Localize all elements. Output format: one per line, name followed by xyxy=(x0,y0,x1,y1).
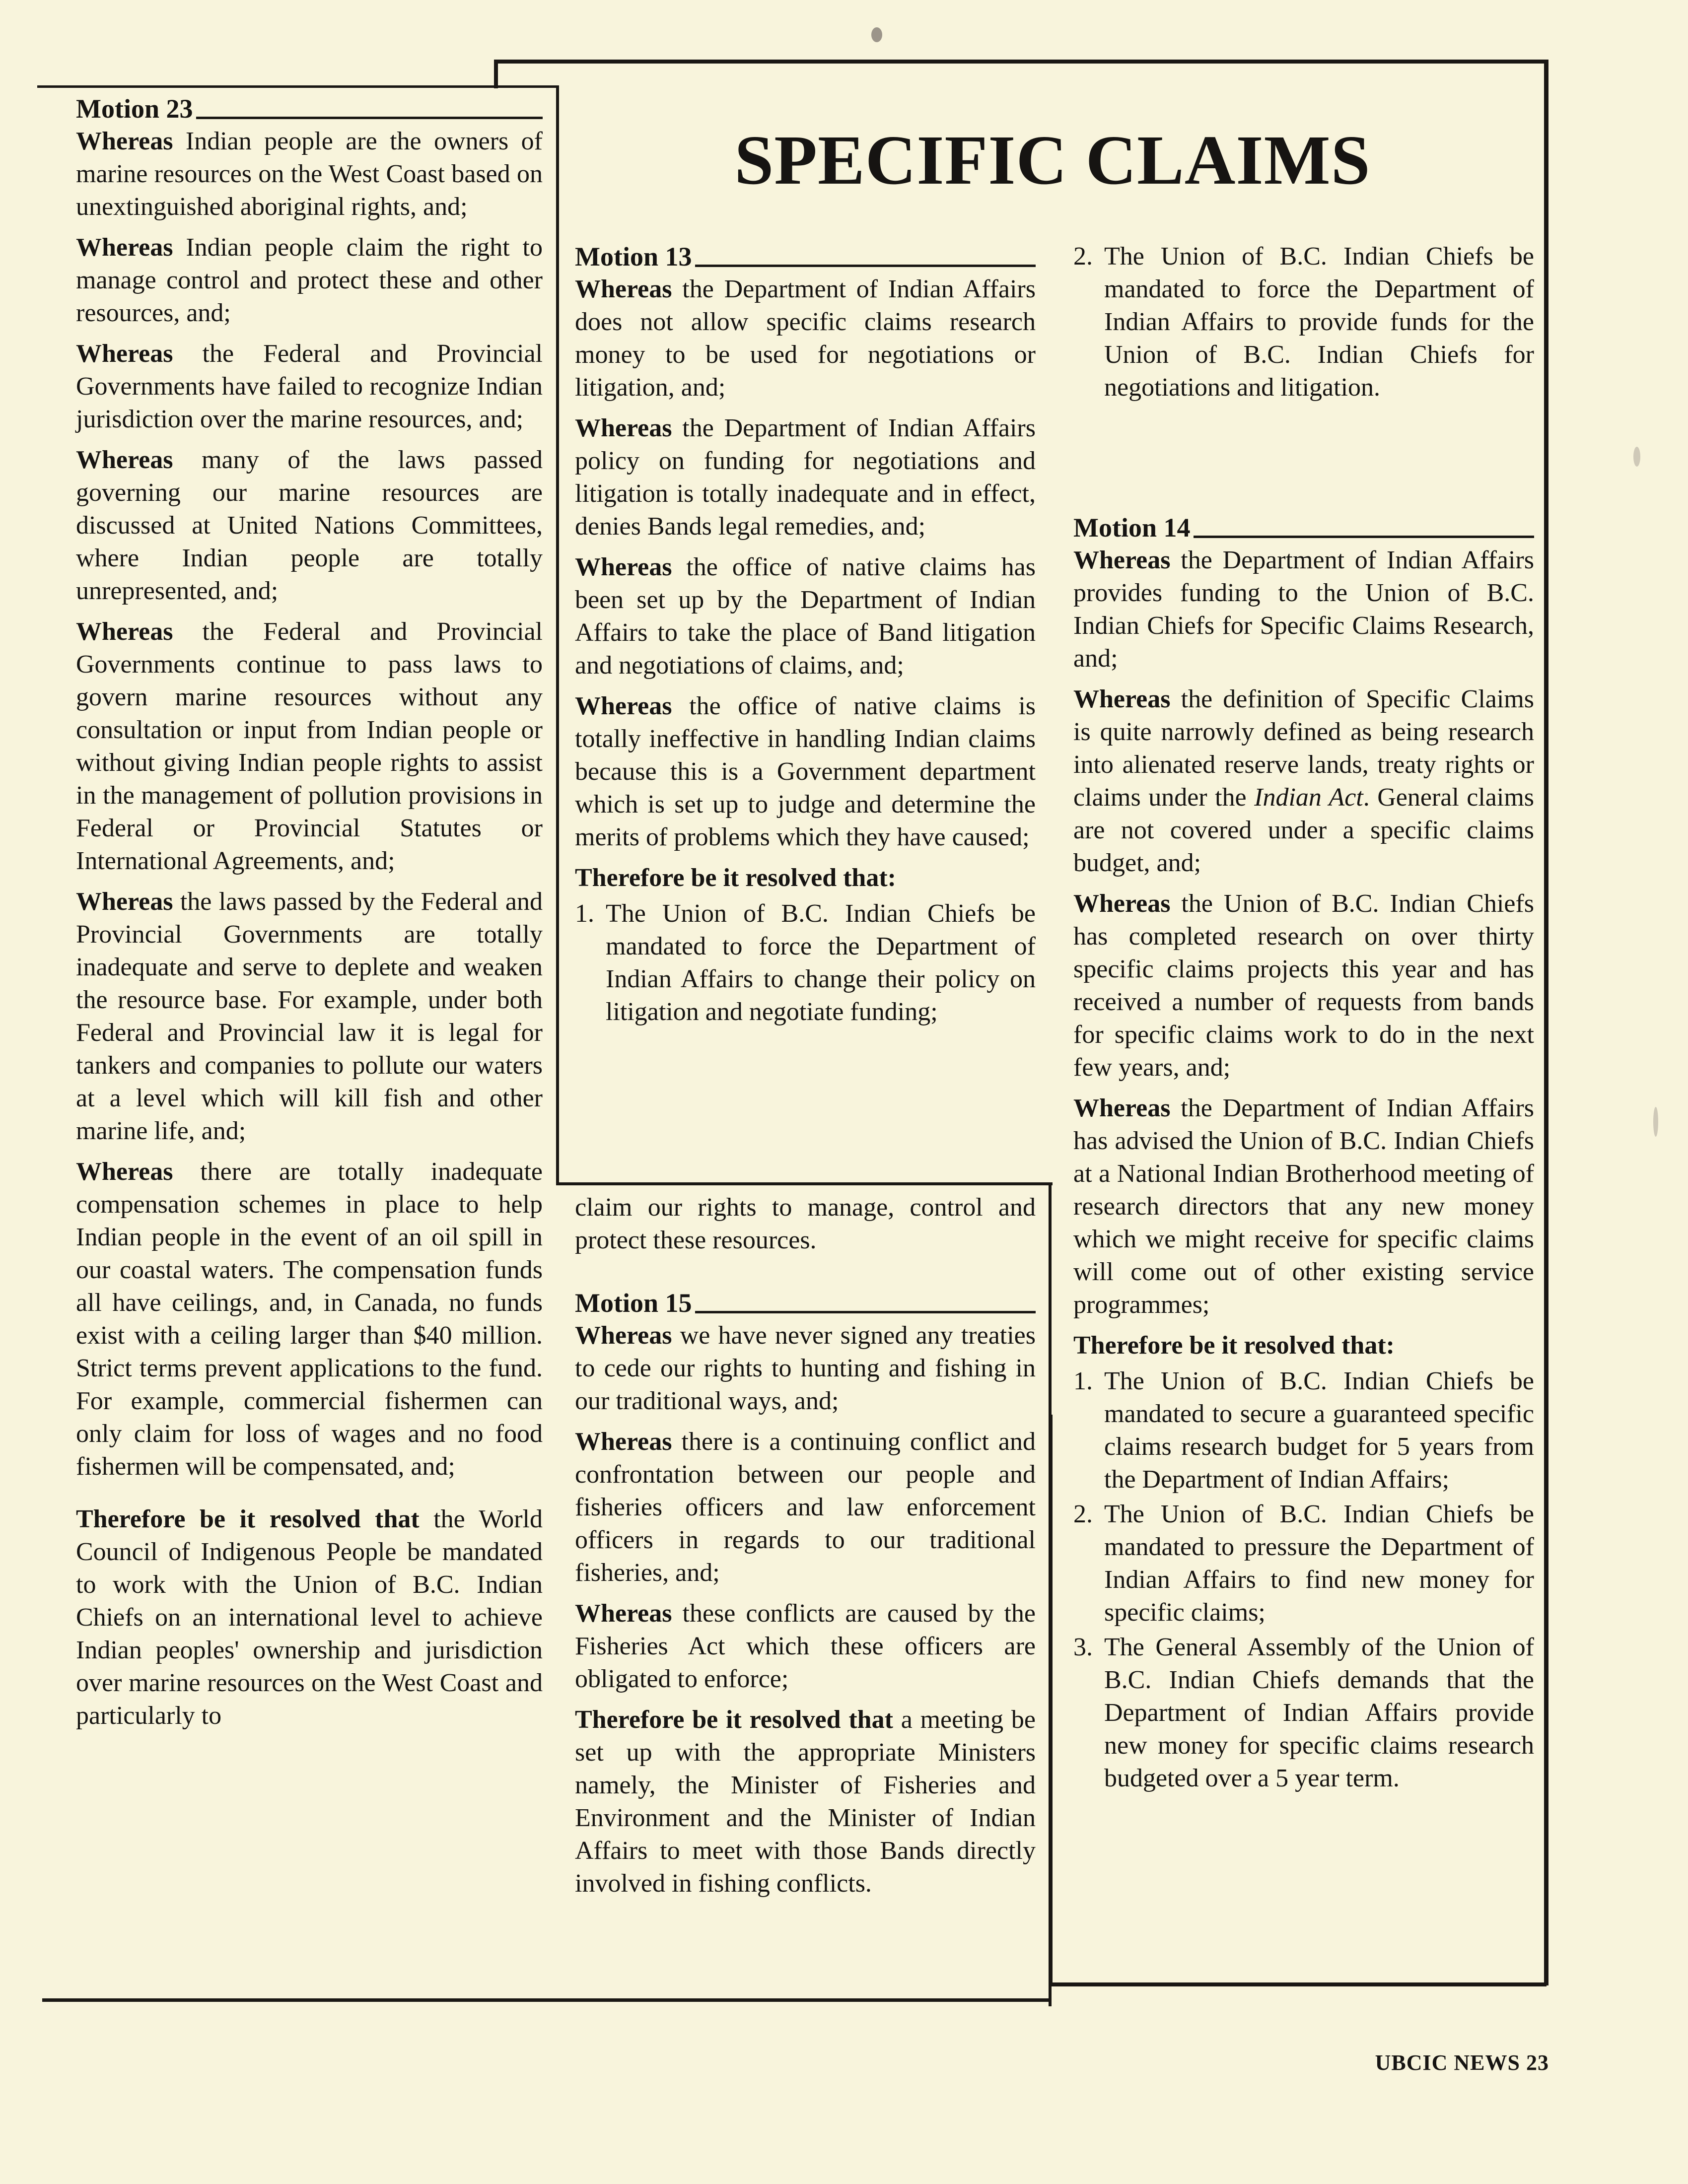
center-break-rule xyxy=(556,1182,1053,1185)
motion23-top-rule xyxy=(37,85,559,88)
motion15-whereas-2: Whereas there is a continuing conflict and confrontation between our people and fisheries officers and law enforcement officers in regards to our traditional fisheries, and; xyxy=(575,1428,1036,1587)
motion15-heading: Motion 15 xyxy=(575,1287,1036,1319)
motion13-whereas-1: Whereas the Department of Indian Affairs does not allow specific claims research money to be used for negotiations or litigation, and; xyxy=(575,275,1036,402)
motion14-column xyxy=(1073,511,1534,1976)
scan-speck xyxy=(1653,1107,1658,1137)
box-top-rule xyxy=(494,60,1547,64)
motion23-right-rule xyxy=(556,85,559,1182)
motion15-column xyxy=(575,1191,1036,1990)
motion13-resolution-2: 2. The Union of B.C. Indian Chiefs be mandated to force the Department of Indian Affairs to provide funds for the Union of B.C. Indian Chiefs for negotiations and litigation. xyxy=(1073,242,1534,402)
motion23-whereas-7: Whereas there are totally inadequate compensation schemes in place to help Indian people in the event of an oil spill in our coastal waters. The compensation funds all have ceilings, and, in Canada, no funds exist with a ceiling larger than $40 million. Strict terms prevent applications to the fund. For example, commercial fishermen can only claim for loss of wages and no food fishermen will be compensated, and; xyxy=(76,1158,543,1481)
motion13-resolved-heading: Therefore be it resolved that: xyxy=(575,864,896,892)
motion23-whereas-3: Whereas the Federal and Provincial Governments have failed to recognize Indian jurisdiction over the marine resources, and; xyxy=(76,340,543,433)
motion14-whereas-2: Whereas the definition of Specific Claims is quite narrowly defined as being research into alienated reserve lands, treaty rights or claims under the Indian Act. General claims are not covered under a specific claims budget, and; xyxy=(1073,685,1534,877)
motion23-whereas-1: Whereas Indian people are the owners of marine resources on the West Coast based on unextinguished aboriginal rights, and; xyxy=(76,127,543,221)
motion14-resolution-list xyxy=(1073,1365,1534,1795)
motion14-resolution-3: 3. The General Assembly of the Union of B.C. Indian Chiefs demands that the Department of Indian Affairs provide new money for specific claims research budgeted over a 5 year term. xyxy=(1073,1633,1534,1792)
motion13-whereas-2: Whereas the Department of Indian Affairs policy on funding for negotiations and litigation is totally inadequate and in effect, denies Bands legal remedies, and; xyxy=(575,414,1036,541)
scan-speck xyxy=(871,27,882,42)
motion14-resolution-2: 2. The Union of B.C. Indian Chiefs be mandated to pressure the Department of Indian Affairs to find new money for specific claims; xyxy=(1073,1500,1534,1627)
motion15-whereas-1: Whereas we have never signed any treaties to cede our rights to hunting and fishing in our traditional ways, and; xyxy=(575,1321,1036,1415)
motion23-whereas-6: Whereas the laws passed by the Federal and Provincial Governments are totally inadequate and serve to deplete and weaken the resource base. For example, under both Federal and Provincial law it is legal for tankers and companies to pollute our waters at a level which will kill fish and other marine life, and; xyxy=(76,887,543,1145)
bottom-rule xyxy=(42,1998,1050,2002)
scan-speck xyxy=(1633,447,1640,467)
motion15-whereas-3: Whereas these conflicts are caused by the Fisheries Act which these officers are obligated to enforce; xyxy=(575,1599,1036,1693)
page-title: SPECIFIC CLAIMS xyxy=(734,121,1371,199)
motion14-bottom-rule xyxy=(1050,1982,1547,1986)
motion13-heading: Motion 13 xyxy=(575,240,1036,273)
motion13-resolution-1: 1. The Union of B.C. Indian Chiefs be mandated to force the Department of Indian Affairs to change their policy on litigation and negotiate funding; xyxy=(575,899,1036,1026)
motion23-whereas-4: Whereas many of the laws passed governing our marine resources are discussed at United Nations Committees, where Indian people are totally unrepresented, and; xyxy=(76,446,543,605)
motion13-whereas-4: Whereas the office of native claims is totally ineffective in handling Indian claims because this is a Government department which is set up to judge and determine the merits of problems which they have caused; xyxy=(575,692,1036,851)
motion14-whereas-3: Whereas the Union of B.C. Indian Chiefs has completed research on over thirty specific claims projects this year and has received a number of requests from bands for specific claims work to do in the next few years, and; xyxy=(1073,889,1534,1082)
motion13-column xyxy=(575,240,1036,1173)
motion14-resolved-heading: Therefore be it resolved that: xyxy=(1073,1331,1395,1360)
motion14-whereas-4: Whereas the Department of Indian Affairs has advised the Union of B.C. Indian Chiefs at a National Indian Brotherhood meeting of research directors that any new money which we might receive for specific claims will come out of other existing service programmes; xyxy=(1073,1094,1534,1319)
motion23-resolution: Therefore be it resolved that the World Council of Indigenous People be mandated to work with the Union of B.C. Indian Chiefs on an international level to achieve Indian peoples' ownership and jurisdiction over marine resources on the West Coast and particularly to xyxy=(76,1505,543,1730)
motion13-resolution-list-continued xyxy=(1073,240,1534,404)
motion14-resolution-1: 1. The Union of B.C. Indian Chiefs be mandated to secure a guaranteed specific claims research budget for 5 years from the Department of Indian Affairs; xyxy=(1073,1367,1534,1494)
box-left-rule-top xyxy=(494,60,498,88)
motion14-whereas-1: Whereas the Department of Indian Affairs provides funding to the Union of B.C. Indian Chiefs for Specific Claims Research, and; xyxy=(1073,546,1534,673)
motion13-whereas-3: Whereas the office of native claims has been set up by the Department of Indian Affairs to take the place of Band litigation and negotiations of claims, and; xyxy=(575,553,1036,680)
motion15-resolution: Therefore be it resolved that a meeting be set up with the appropriate Ministers namely, the Minister of Fisheries and Environment and the Minister of Indian Affairs to meet with those Bands directly involved in fishing conflicts. xyxy=(575,1706,1036,1898)
motion14-left-rule xyxy=(1050,1415,1053,1985)
motion23-whereas-5: Whereas the Federal and Provincial Governments continue to pass laws to govern marine resources without any consultation or input from Indian people or without giving Indian people rights to assist in the management of pollution provisions in Federal or Provincial Statutes or International Agreements, and; xyxy=(76,617,543,875)
motion23-continued: claim our rights to manage, control and protect these resources. xyxy=(575,1193,1036,1254)
page-footer: UBCIC NEWS 23 xyxy=(1375,2050,1549,2075)
motion14-heading: Motion 14 xyxy=(1073,511,1534,544)
motion23-heading: Motion 23 xyxy=(76,92,543,125)
motion23-column xyxy=(76,92,543,1988)
box-right-rule xyxy=(1544,60,1548,1985)
motion13-resolution-list xyxy=(575,897,1036,1028)
motion13-continued-column xyxy=(1073,240,1534,449)
motion23-whereas-2: Whereas Indian people claim the right to manage control and protect these and other resources, and; xyxy=(76,233,543,327)
